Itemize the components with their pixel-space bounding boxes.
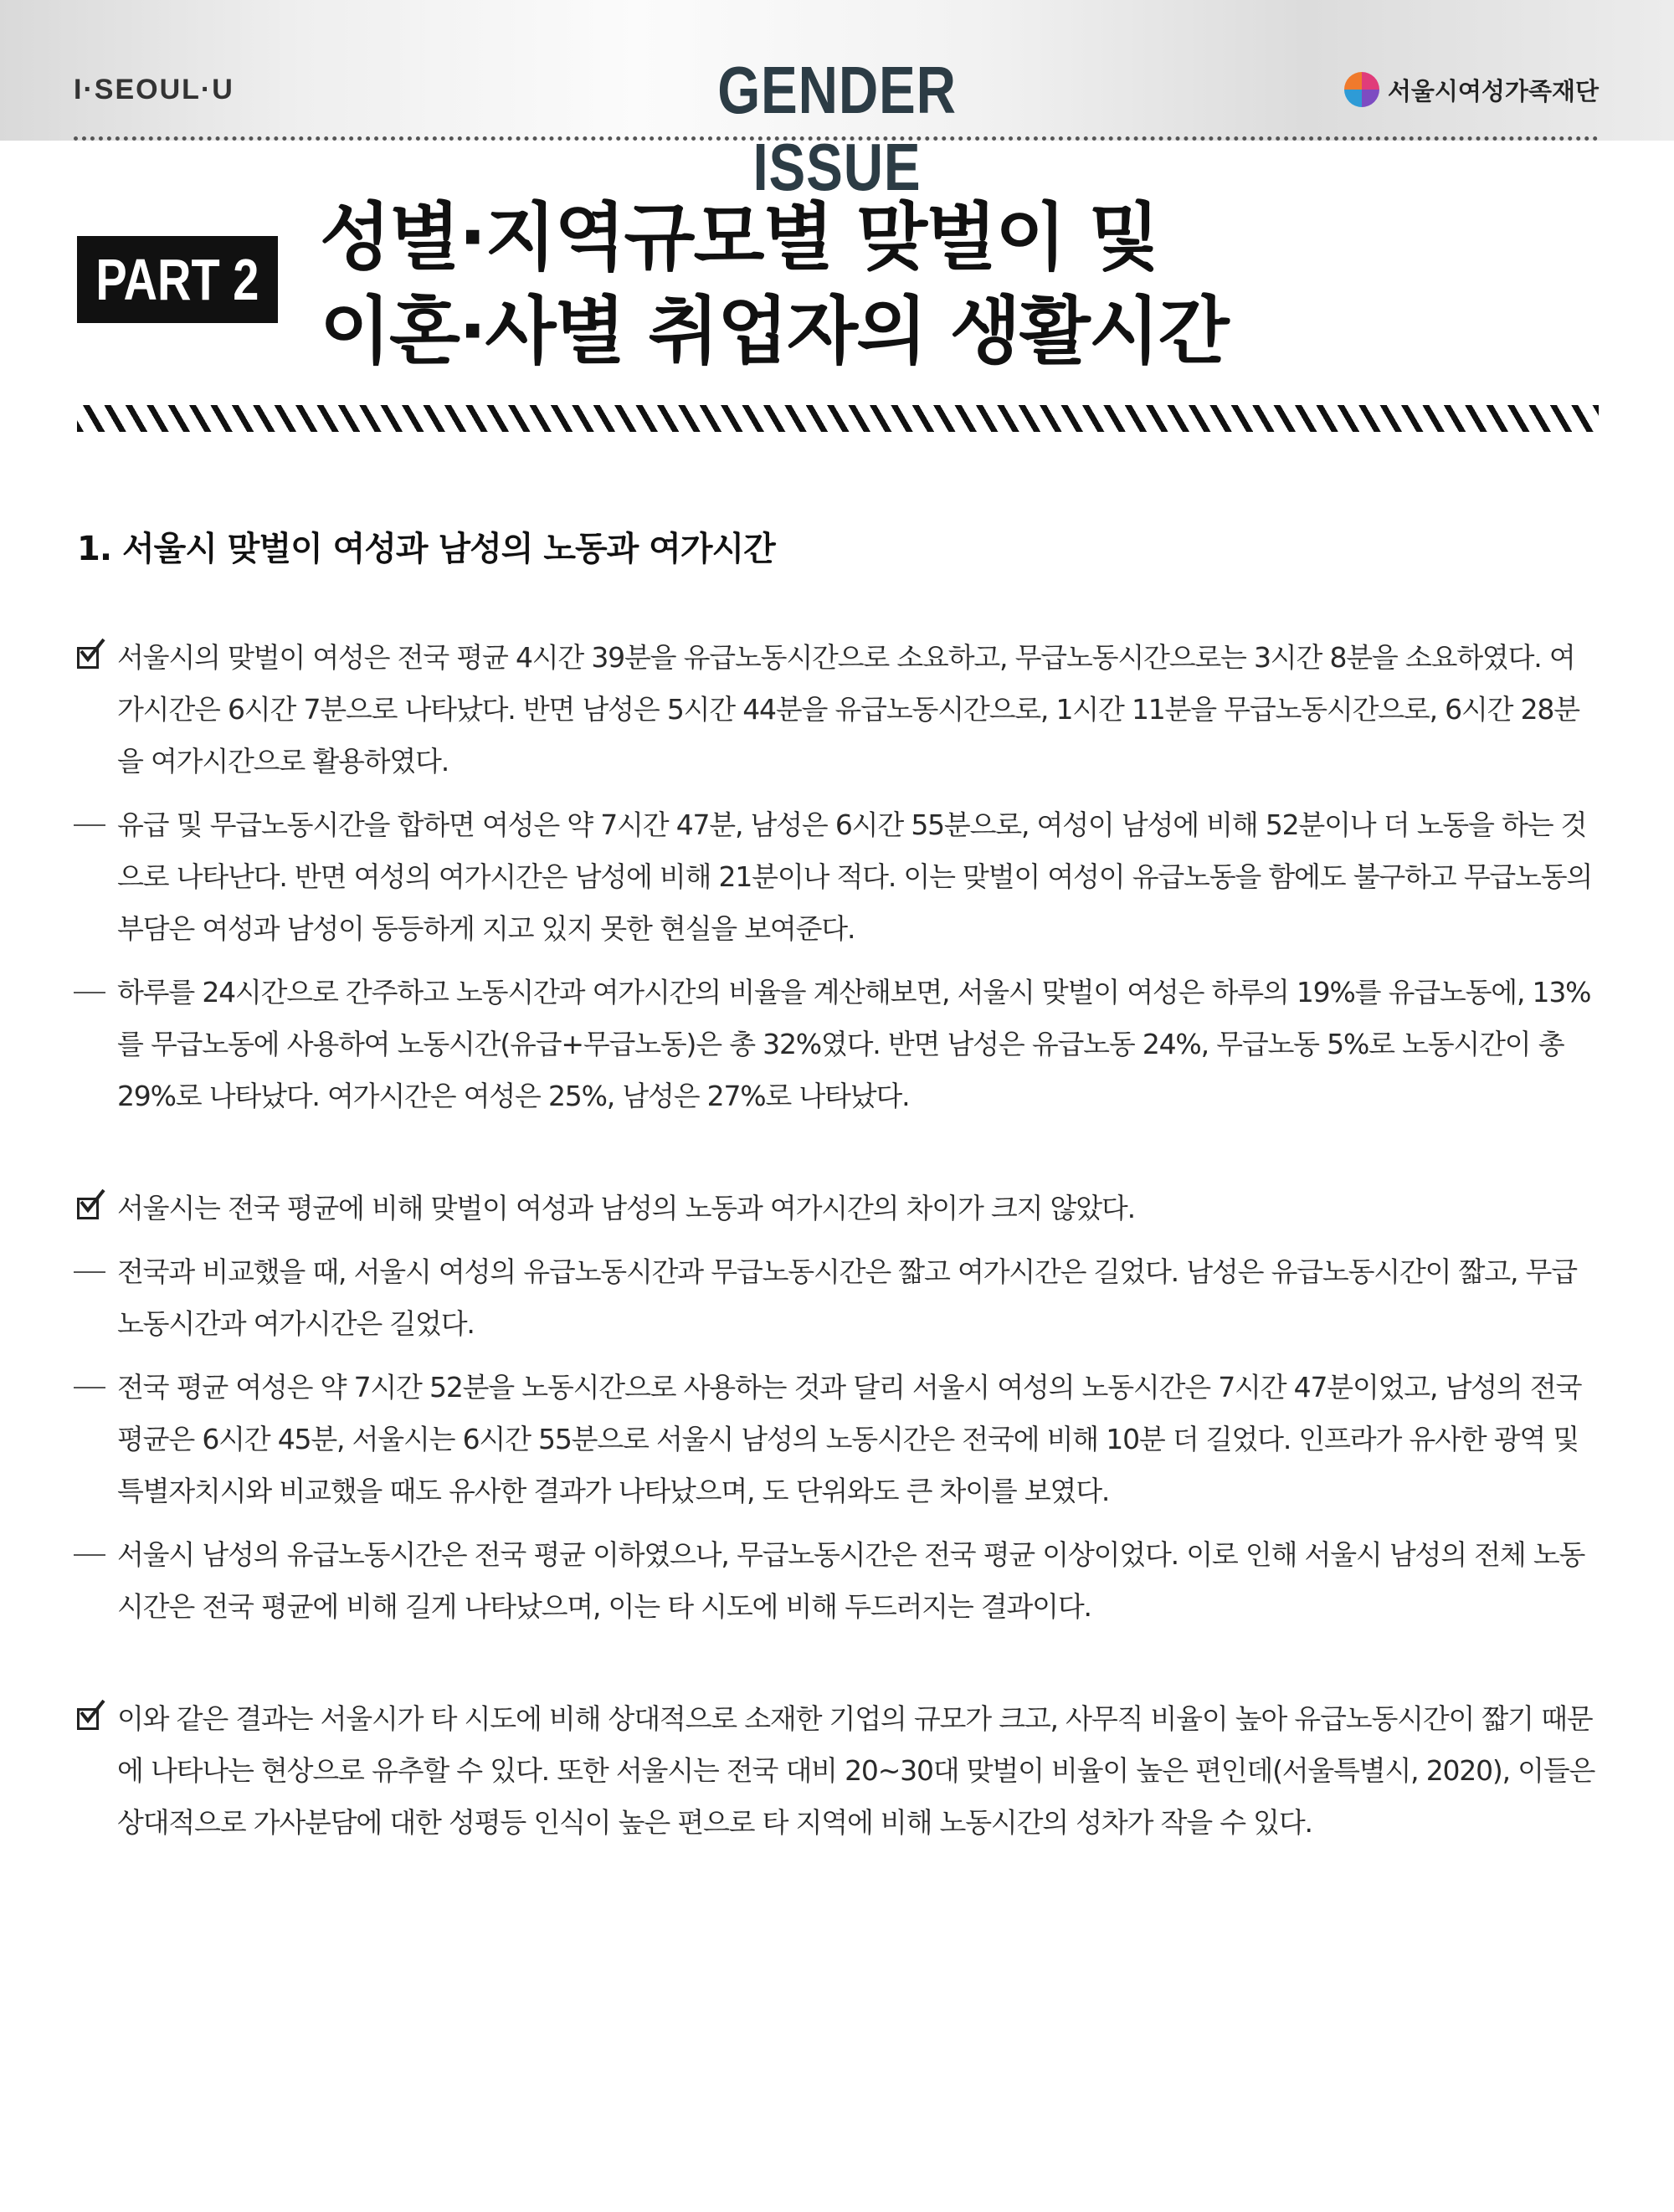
bullet-paragraph [77,1693,1599,1849]
bullet-text: 서울시는 전국 평균에 비해 맞벌이 여성과 남성의 노동과 여가시간의 차이가 크지 않았다. [117,1192,1135,1224]
foundation-name: 서울시여성가족재단 [1387,76,1599,105]
bullet-paragraph [77,632,1599,788]
sub-text: 서울시 남성의 유급노동시간은 전국 평균 이하였으나, 무급노동시간은 전국 평균 이상이었다. 이로 인해 서울시 남성의 전체 노동시간은 전국 평균에 비해 길게 나타났으며, 이는 타 시도에 비해 두드러지는 결과이다. [117,1538,1585,1623]
foundation-logo-icon [1344,72,1379,107]
section-heading: 1. 서울시 맞벌이 여성과 남성의 노동과 여가시간 [77,530,775,568]
bullet-paragraph [77,1183,1599,1234]
sub-text: 하루를 24시간으로 간주하고 노동시간과 여가시간의 비율을 계산해보면, 서울시 맞벌이 여성은 하루의 19%를 유급노동에, 13%를 무급노동에 사용하여 노동시간(유급+무급노동)은 총 32%였다. 반면 남성은 유급노동 24%, 무급노동 5%로 노동시간이 총 29%로 나타났다. 여가시간은 여성은 25%, 남성은 27%로 나타났다. [117,976,1591,1112]
dash-bullet-icon [74,992,105,993]
dash-bullet-icon [74,824,105,826]
page-header [0,0,1674,204]
bullet-text: 서울시의 맞벌이 여성은 전국 평균 4시간 39분을 유급노동시간으로 소요하고, 무급노동시간으로는 3시간 8분을 소요하였다. 여가시간은 6시간 7분으로 나타났다. 반면 남성은 5시간 44분을 유급노동시간으로, 1시간 11분을 무급노동시간으로, 6시간 28분을 여가시간으로 활용하였다. [117,641,1579,778]
part-title [320,191,1575,378]
bullet-text: 이와 같은 결과는 서울시가 타 시도에 비해 상대적으로 소재한 기업의 규모가 크고, 사무직 비율이 높아 유급노동시간이 짧기 때문에 나타나는 현상으로 유추할 수 있다. 또한 서울시는 전국 대비 20~30대 맞벌이 비율이 높은 편인데(서울특별시, 2020), 이들은 상대적으로 가사분담에 대한 성평등 인식이 높은 편으로 타 지역에 비해 노동시간의 성차가 작을 수 있다. [117,1702,1595,1839]
dash-bullet-icon [74,1387,105,1388]
sub-text: 전국과 비교했을 때, 서울시 여성의 유급노동시간과 무급노동시간은 짧고 여가시간은 길었다. 남성은 유급노동시간이 짧고, 무급노동시간과 여가시간은 길었다. [117,1255,1577,1340]
part-title-line-1: 성별·지역규모별 맞벌이 및 [320,194,1158,280]
sub-paragraph [77,799,1599,955]
part-badge-label: PART 2 [95,247,259,312]
dash-bullet-icon [74,1554,105,1556]
sub-paragraph [77,1362,1599,1517]
seoul-brand-logo: I·SEOUL·U [74,74,234,105]
sub-paragraph [77,967,1599,1122]
publication-title: GENDER ISSUE [717,53,957,204]
checkbox-checked-icon [77,1708,99,1730]
foundation-brand [1344,72,1599,107]
sub-paragraph [77,1529,1599,1633]
spacer [77,1645,1599,1693]
part-title-line-2: 이혼·사별 취업자의 생활시간 [320,288,1228,374]
body-content [77,632,1599,1860]
dash-bullet-icon [74,1271,105,1273]
header-dotted-divider [74,136,1599,141]
part-badge [77,236,278,323]
checkbox-checked-icon [77,1198,99,1219]
hatched-divider [77,405,1599,432]
sub-text: 유급 및 무급노동시간을 합하면 여성은 약 7시간 47분, 남성은 6시간 55분으로, 여성이 남성에 비해 52분이나 더 노동을 하는 것으로 나타난다. 반면 여성의 여가시간은 남성에 비해 21분이나 적다. 이는 맞벌이 여성이 유급노동을 함에도 불구하고 무급노동의 부담은 여성과 남성이 동등하게 지고 있지 못한 현실을 보여준다. [117,808,1593,945]
spacer [77,1134,1599,1183]
checkbox-checked-icon [77,647,99,669]
sub-text: 전국 평균 여성은 약 7시간 52분을 노동시간으로 사용하는 것과 달리 서울시 여성의 노동시간은 7시간 47분이었고, 남성의 전국 평균은 6시간 45분, 서울시는 6시간 55분으로 서울시 남성의 노동시간은 전국에 비해 10분 더 길었다. 인프라가 유사한 광역 및 특별자치시와 비교했을 때도 유사한 결과가 나타났으며, 도 단위와도 큰 차이를 보였다. [117,1371,1582,1507]
sub-paragraph [77,1246,1599,1350]
